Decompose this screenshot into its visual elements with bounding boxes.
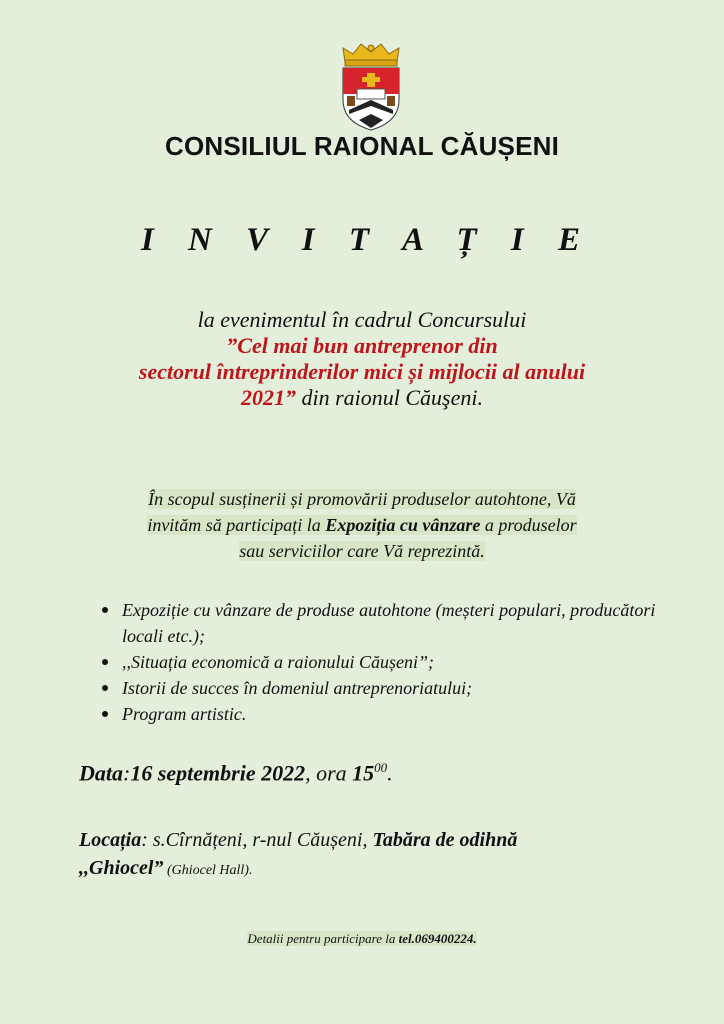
date-end: . (387, 760, 393, 786)
organization-name: CONSILIUL RAIONAL CĂUȘENI (164, 131, 560, 161)
venue-note: (Ghiocel Hall). (163, 863, 253, 878)
exhibition-paragraph (60, 486, 664, 564)
paragraph-line-2a: invităm să participați la (147, 515, 326, 535)
contact-phone: tel.069400224. (398, 931, 477, 946)
date-label: Data (79, 760, 123, 786)
event-minutes: 00 (374, 760, 388, 775)
invitation-title: I N V I T A Ț I E (140, 222, 594, 258)
intro-district: din raionul Căuşeni. (295, 385, 483, 410)
intro-line-4 (0, 385, 724, 411)
coat-of-arms (337, 40, 405, 132)
contact-highlight (247, 931, 476, 946)
location-label: Locația (79, 829, 142, 851)
time-label: , ora (305, 760, 353, 786)
list-item: Program artistic. (122, 701, 674, 727)
contact-details (0, 931, 724, 947)
event-program-list (74, 597, 674, 727)
list-item: Istorii de succes în domeniul antreprenoriatului; (122, 675, 674, 701)
paragraph-line-2c: a produselor (480, 515, 577, 535)
date-separator: : (123, 760, 131, 786)
list-item: Expoziție cu vânzare de produse autohtone (meșteri populari, producători locali etc.); (122, 597, 674, 649)
date-value: 16 septembrie 2022 (130, 760, 306, 786)
list-item: ,,Situația economică a raionului Căușeni”; (122, 649, 674, 675)
event-intro (0, 307, 724, 411)
contact-text: Detalii pentru participare la (247, 931, 399, 946)
event-hour: 15 (352, 760, 375, 786)
coat-of-arms-icon (337, 40, 405, 132)
paragraph-line-3: sau serviciilor care Vă reprezintă. (239, 541, 485, 561)
intro-line-1: la evenimentul în cadrul Concursului (197, 307, 527, 332)
venue-name-1: Tabăra de odihnă (372, 829, 518, 851)
exhibition-name: Expoziția cu vânzare (325, 515, 481, 535)
paragraph-line-1: În scopul susținerii și promovării produselor autohtone, Vă (148, 489, 576, 509)
contest-year: 2021” (240, 385, 296, 410)
venue-name-2: ,,Ghiocel” (79, 857, 164, 879)
contest-name-line-1: ”Cel mai bun antreprenor din (226, 333, 498, 358)
contest-name-line-2: sectorul întreprinderilor mici și mijlocii al anului (138, 359, 586, 384)
event-location (79, 826, 679, 885)
event-date (79, 760, 393, 786)
paragraph-line-2 (147, 515, 576, 535)
location-address: : s.Cîrnățeni, r-nul Căușeni, (141, 829, 373, 851)
